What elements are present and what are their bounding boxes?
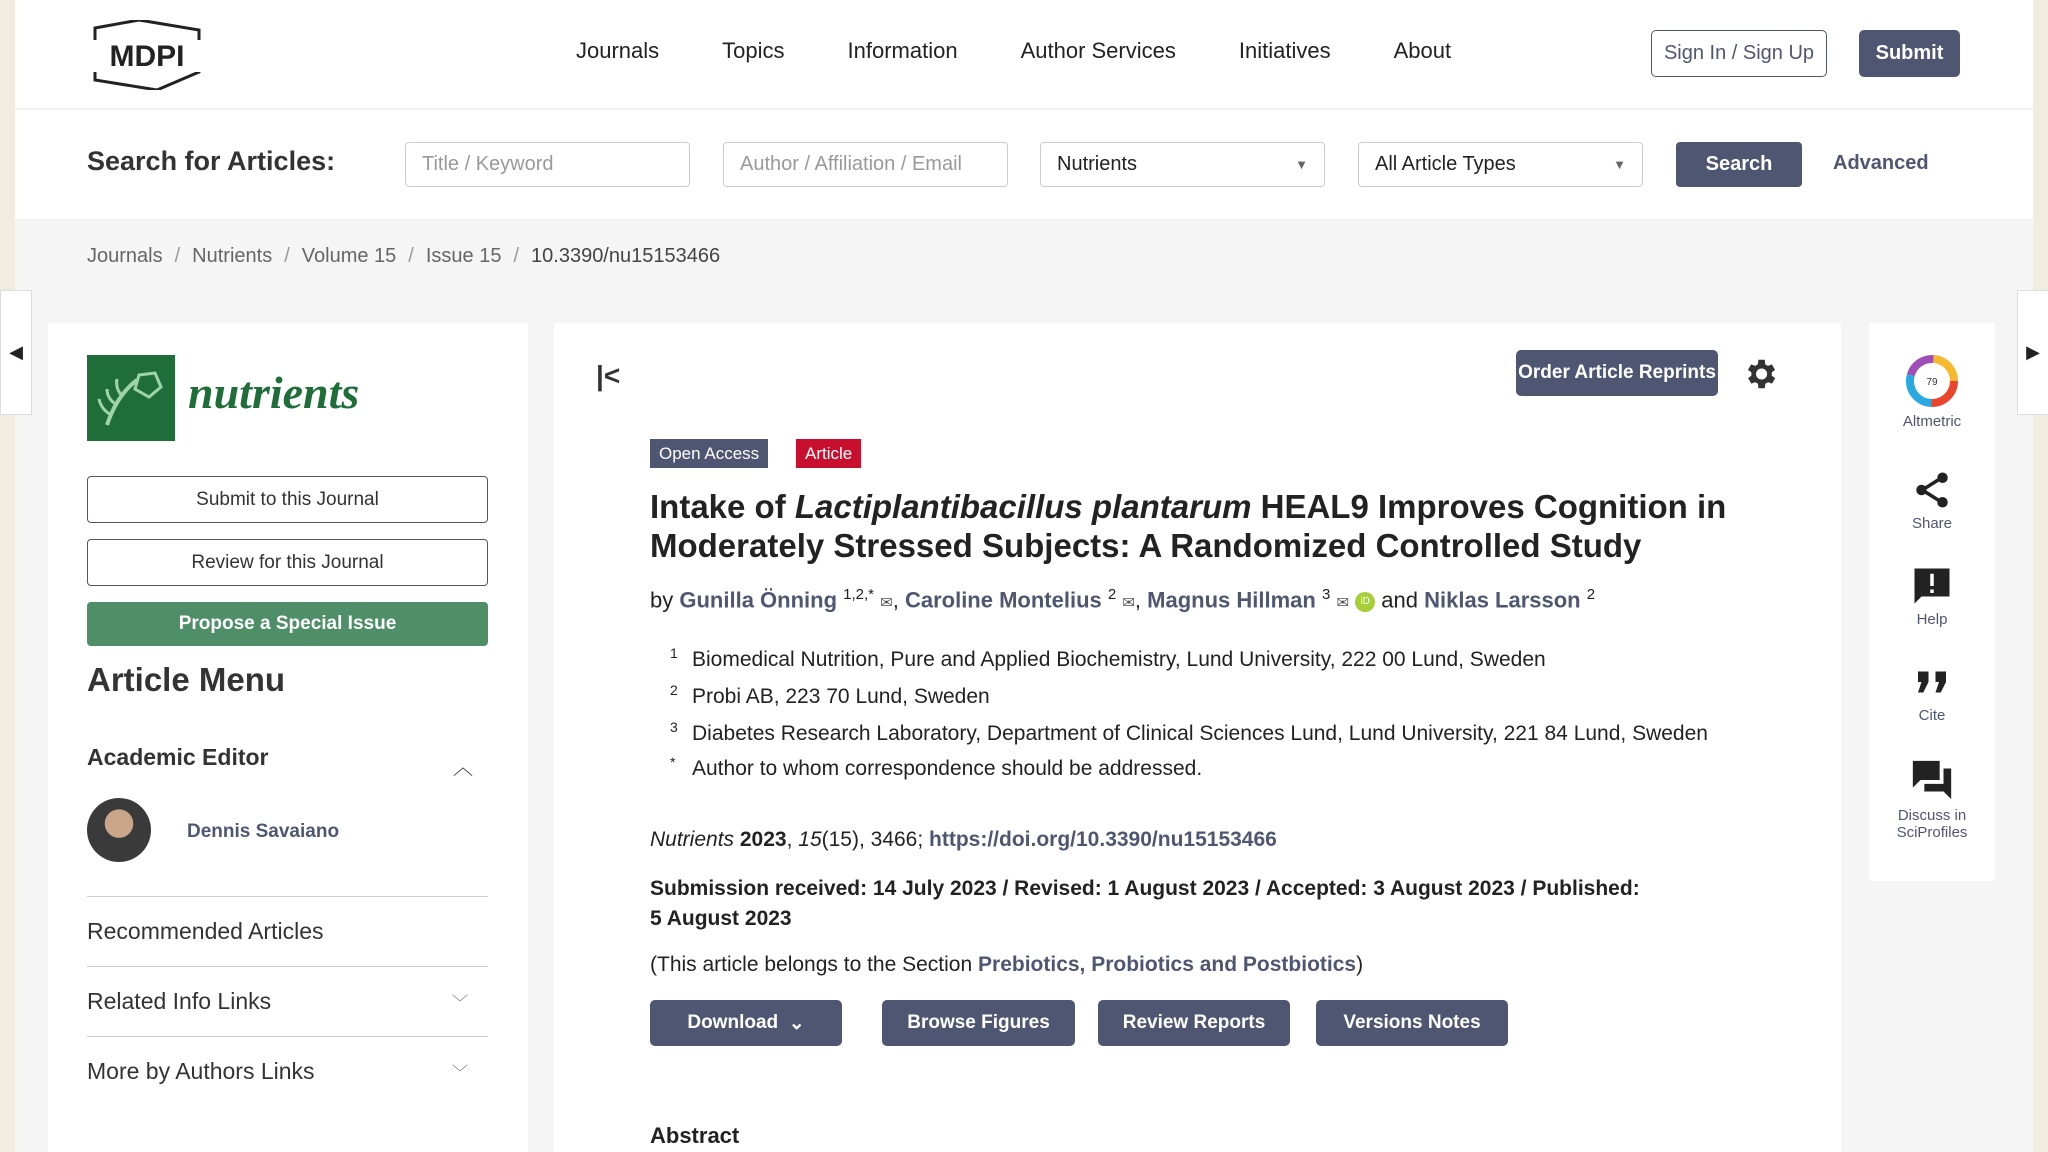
discuss-label-2: SciProfiles — [1896, 824, 1968, 841]
author-list: by Gunilla Önning $^{1,2,*}$ ✉, Caroline Montelius $^2$ ✉, Magnus Hillman $^3$ ✉ iD and Niklas Larsson $^2$ — [650, 586, 1596, 613]
chevron-down-icon: ﹀ — [451, 1065, 468, 1082]
right-collapse-tab[interactable] — [2017, 290, 2048, 415]
publication-dates: Submission received: 14 July 2023 / Revised: 1 August 2023 / Accepted: 3 August 2023 / Published: 5 August 2023 — [650, 877, 1640, 930]
nav-about[interactable]: About — [1393, 38, 1452, 63]
abstract-heading: Abstract — [650, 1123, 740, 1148]
chevron-up-icon[interactable]: ︿ — [453, 757, 473, 779]
order-reprints-button[interactable]: Order Article Reprints — [1516, 350, 1718, 396]
menu-more-by-authors[interactable] — [87, 1036, 488, 1106]
nav-topics[interactable]: Topics — [722, 38, 785, 63]
cite-journal: Nutrients — [650, 828, 735, 851]
share-label: Share — [1911, 515, 1953, 532]
quote-icon — [1911, 661, 1953, 703]
svg-text:79: 79 — [1926, 377, 1938, 388]
breadcrumb — [87, 245, 720, 268]
orcid-icon[interactable]: iD — [1355, 592, 1375, 612]
title-species: Lactiplantibacillus plantarum — [794, 488, 1252, 525]
help-icon — [1911, 565, 1953, 607]
journal-select[interactable] — [1040, 142, 1325, 187]
help-tool[interactable] — [1869, 565, 1995, 628]
altmetric-label: Altmetric — [1902, 413, 1962, 430]
mdpi-logo[interactable] — [87, 20, 207, 90]
section-line — [650, 953, 1363, 977]
section-post: ) — [1356, 953, 1364, 976]
breadcrumb-separator: / — [513, 245, 520, 267]
main-nav — [576, 38, 1514, 64]
mail-icon[interactable]: ✉ — [880, 594, 893, 612]
breadcrumb-separator: / — [174, 245, 181, 267]
altmetric-tool[interactable] — [1869, 353, 1995, 430]
submit-button[interactable]: Submit — [1859, 30, 1960, 77]
dropdown-arrow-icon: ▼ — [1613, 157, 1626, 172]
title-keyword-input[interactable]: Title / Keyword — [405, 142, 690, 187]
search-button[interactable]: Search — [1676, 142, 1802, 187]
review-reports-button[interactable]: Review Reports — [1098, 1000, 1290, 1046]
author-link[interactable]: Caroline Montelius — [904, 587, 1102, 613]
download-label: Download — [687, 1012, 779, 1033]
left-collapse-tab[interactable] — [0, 290, 32, 415]
cite-volume: 15 — [798, 828, 822, 851]
download-button[interactable] — [650, 1000, 842, 1046]
help-label: Help — [1916, 611, 1948, 628]
svg-text:MDPI: MDPI — [109, 40, 185, 73]
journal-logo-icon[interactable] — [87, 355, 175, 441]
author-link[interactable]: Gunilla Önning — [679, 587, 838, 613]
review-for-journal-button[interactable]: Review for this Journal — [87, 539, 488, 586]
left-sidebar — [48, 323, 528, 1152]
discuss-tool[interactable] — [1869, 757, 1995, 841]
dropdown-arrow-icon: ▼ — [1295, 157, 1308, 172]
breadcrumb-nutrients[interactable]: Nutrients — [192, 245, 273, 267]
affiliation — [670, 645, 1546, 672]
menu-item-label: More by Authors Links — [87, 1058, 315, 1084]
citation-line: Nutrients 2023, 15(15), 3466; https://doi.org/10.3390/nu15153466 — [650, 828, 1277, 851]
mail-icon[interactable]: ✉ — [1336, 594, 1350, 612]
browse-figures-button[interactable]: Browse Figures — [882, 1000, 1075, 1046]
article-menu-title: Article Menu — [87, 661, 286, 698]
doi-link[interactable]: https://doi.org/10.3390/nu15153466 — [929, 828, 1277, 851]
chevron-down-icon: ﹀ — [451, 995, 468, 1012]
search-bar — [15, 110, 2033, 220]
affiliation-text: Diabetes Research Laboratory, Department of Clinical Sciences Lund, Lund University, 221 84 Lund, Sweden — [692, 722, 1708, 745]
article-type-select[interactable] — [1358, 142, 1643, 187]
altmetric-donut-icon — [1904, 353, 1960, 409]
affiliation-text: Author to whom correspondence should be addressed. — [692, 757, 1203, 780]
affiliation-sup: 2 — [670, 682, 678, 698]
breadcrumb-volume[interactable]: Volume 15 — [301, 245, 397, 267]
affiliation-sup: 3 — [670, 719, 678, 735]
nav-journals[interactable]: Journals — [576, 38, 660, 63]
title-part: Intake of — [650, 488, 795, 525]
nav-information[interactable]: Information — [847, 38, 958, 63]
menu-item-label: Related Info Links — [87, 988, 272, 1014]
breadcrumb-separator: / — [408, 245, 414, 267]
open-access-badge: Open Access — [650, 439, 768, 468]
author-affiliation-input[interactable]: Author / Affiliation / Email — [723, 142, 1008, 187]
menu-related-info-links[interactable] — [87, 966, 488, 1036]
breadcrumb-issue[interactable]: Issue 15 — [425, 245, 502, 267]
author-link[interactable]: Niklas Larsson — [1424, 587, 1581, 613]
breadcrumb-doi: 10.3390/nu15153466 — [531, 245, 721, 267]
editor-name-link[interactable]: Dennis Savaiano — [187, 821, 340, 842]
cite-label: Cite — [1918, 707, 1946, 724]
discuss-label-1: Discuss in — [1897, 807, 1967, 824]
title-part: HEAL9 Improves Cognition in Moderately Stressed Subjects: A Randomized Controlled Study — [650, 488, 1727, 564]
nav-author-services[interactable]: Author Services — [1020, 38, 1176, 63]
nav-initiatives[interactable]: Initiatives — [1238, 38, 1331, 63]
mail-icon[interactable]: ✉ — [1122, 594, 1135, 612]
author-sup: 2 — [1586, 586, 1596, 603]
author-sup: 3 — [1321, 586, 1331, 603]
versions-notes-button[interactable]: Versions Notes — [1316, 1000, 1508, 1046]
editor-avatar — [87, 798, 151, 862]
affiliation-sup: 1 — [670, 645, 678, 661]
section-link[interactable]: Prebiotics, Probiotics and Postbiotics — [978, 953, 1357, 976]
menu-item-label: Recommended Articles — [87, 918, 324, 944]
article-type-value: All Article Types — [1375, 153, 1516, 175]
cite-year: 2023 — [739, 828, 787, 851]
share-tool[interactable] — [1869, 469, 1995, 532]
affiliation-text: Probi AB, 223 70 Lund, Sweden — [692, 685, 990, 708]
affiliation — [670, 719, 1708, 746]
breadcrumb-separator: / — [284, 245, 290, 267]
submit-to-journal-button[interactable]: Submit to this Journal — [87, 476, 488, 523]
top-header — [15, 0, 2033, 109]
journal-name[interactable]: nutrients — [188, 367, 360, 418]
affiliation-sup: * — [670, 754, 676, 770]
menu-recommended-articles[interactable] — [87, 896, 488, 966]
author-sup: 2 — [1107, 586, 1117, 603]
article-main — [554, 323, 1841, 1152]
chevron-down-icon: ⌄ — [788, 1012, 805, 1034]
caret-left-icon: ◀ — [9, 342, 23, 362]
share-icon — [1911, 469, 1953, 511]
by-label: by — [650, 587, 674, 613]
author-sup: 1,2,* — [843, 586, 875, 603]
author-link[interactable]: Magnus Hillman — [1147, 587, 1316, 613]
academic-editor-heading[interactable]: Academic Editor — [87, 744, 269, 770]
propose-special-issue-button[interactable]: Propose a Special Issue — [87, 602, 488, 646]
correspondence-note — [670, 754, 1202, 781]
search-label: Search for Articles: — [87, 146, 336, 176]
cite-issue-pages: (15), 3466; — [821, 828, 930, 851]
sign-in-button[interactable]: Sign In / Sign Up — [1651, 30, 1827, 77]
journal-select-value: Nutrients — [1057, 153, 1138, 175]
affiliation-text: Biomedical Nutrition, Pure and Applied Biochemistry, Lund University, 222 00 Lund, Sweden — [692, 648, 1546, 671]
discuss-icon — [1909, 757, 1955, 803]
affiliation — [670, 682, 990, 709]
section-pre: (This article belongs to the Section — [650, 953, 979, 976]
caret-right-icon: ▶ — [2026, 342, 2040, 362]
article-title — [650, 487, 1770, 565]
cite-tool[interactable] — [1869, 661, 1995, 724]
right-toolbar — [1869, 323, 1995, 881]
advanced-search-link[interactable]: Advanced — [1833, 152, 1929, 174]
gear-icon[interactable] — [1741, 355, 1779, 393]
collapse-sidebar-icon[interactable]: |< — [596, 360, 621, 391]
article-type-badge: Article — [796, 439, 861, 468]
breadcrumb-journals[interactable]: Journals — [87, 245, 163, 267]
and-label: and — [1381, 587, 1418, 613]
page — [9, 0, 2040, 1152]
